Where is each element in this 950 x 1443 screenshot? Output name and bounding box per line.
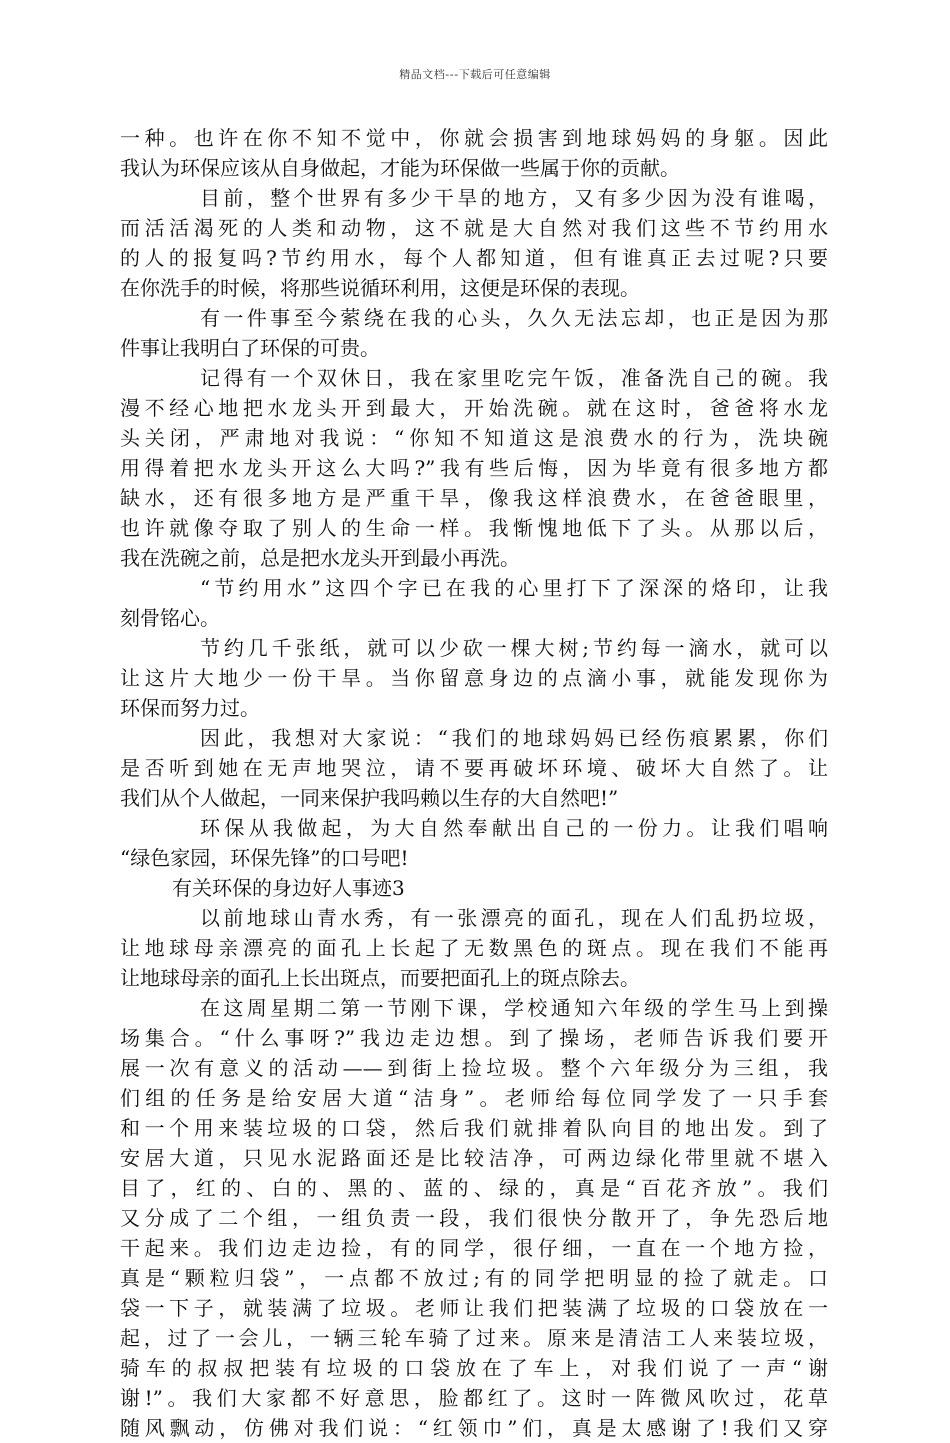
text-line: 让这片大地少一份干旱。当你留意身边的点滴小事，就能发现你为 (120, 666, 828, 690)
text-line: 目了，红的、白的、黑的、蓝的、绿的，真是“百花齐放”。我们 (120, 1176, 828, 1200)
text-line: 有一件事至今萦绕在我的心头，久久无法忘却，也正是因为那 (200, 306, 828, 330)
text-line: 又分成了二个组，一组负责一段，我们很快分散开了，争先恐后地 (120, 1206, 828, 1230)
text-line: 的人的报复吗?节约用水，每个人都知道，但有谁真正去过呢?只要 (120, 246, 828, 270)
text-line: 在这周星期二第一节刚下课，学校通知六年级的学生马上到操 (200, 996, 828, 1020)
text-line: “绿色家园，环保先锋”的口号吧! (120, 846, 409, 870)
text-line: 随风飘动，仿佛对我们说：“红领巾”们，真是太感谢了!我们又穿 (120, 1416, 828, 1440)
text-line: 而活活渴死的人类和动物，这不就是大自然对我们这些不节约用水 (120, 216, 828, 240)
text-line: 件事让我明白了环保的可贵。 (120, 336, 380, 360)
text-line: 们组的任务是给安居大道“洁身”。老师给每位同学发了一只手套 (120, 1086, 828, 1110)
text-line: 一种。也许在你不知不觉中，你就会损害到地球妈妈的身躯。因此 (120, 126, 828, 150)
text-line: 袋一下子，就装满了垃圾。老师让我们把装满了垃圾的口袋放在一 (120, 1296, 828, 1320)
text-line: 环保从我做起，为大自然奉献出自己的一份力。让我们唱响 (200, 816, 828, 840)
text-line: 目前，整个世界有多少干旱的地方，又有多少因为没有谁喝， (200, 186, 828, 210)
text-line: 在你洗手的时候，将那些说循环利用，这便是环保的表现。 (120, 276, 640, 300)
text-line: 缺水，还有很多地方是严重干旱，像我这样浪费水，在爸爸眼里， (120, 486, 828, 510)
text-line: 有关环保的身边好人事迹3 (172, 876, 405, 900)
text-line: 真是“颗粒归袋”，一点都不放过;有的同学把明显的捡了就走。口 (120, 1266, 828, 1290)
text-line: 谢!”。我们大家都不好意思，脸都红了。这时一阵微风吹过，花草 (120, 1386, 828, 1410)
text-line: 环保而努力过。 (120, 696, 260, 720)
text-line: 用得着把水龙头开这么大吗?”我有些后悔，因为毕竟有很多地方都 (120, 456, 828, 480)
text-line: 以前地球山青水秀，有一张漂亮的面孔，现在人们乱扔垃圾， (200, 906, 828, 930)
document-body (120, 123, 828, 1443)
text-line: 和一个用来装垃圾的口袋，然后我们就排着队向目的地出发。到了 (120, 1116, 828, 1140)
text-line: 安居大道，只见水泥路面还是比较洁净，可两边绿化带里就不堪入 (120, 1146, 828, 1170)
text-line: 让地球母亲的面孔上长出斑点，而要把面孔上的斑点除去。 (120, 966, 640, 990)
text-line: 节约几千张纸，就可以少砍一棵大树;节约每一滴水，就可以 (200, 636, 828, 660)
text-line: “节约用水”这四个字已在我的心里打下了深深的烙印，让我 (200, 576, 828, 600)
text-line: 展一次有意义的活动——到街上捡垃圾。整个六年级分为三组，我 (120, 1056, 828, 1080)
text-line: 头关闭，严肃地对我说：“你知不知道这是浪费水的行为，洗块碗 (120, 426, 828, 450)
text-line: 起，过了一会儿，一辆三轮车骑了过来。原来是清洁工人来装垃圾， (120, 1326, 828, 1350)
text-line: 骑车的叔叔把装有垃圾的口袋放在了车上，对我们说了一声“谢 (120, 1356, 828, 1380)
text-line: 也许就像夺取了别人的生命一样。我惭愧地低下了头。从那以后， (120, 516, 828, 540)
text-line: 记得有一个双休日，我在家里吃完午饭，准备洗自己的碗。我 (200, 366, 828, 390)
text-line: 因此，我想对大家说：“我们的地球妈妈已经伤痕累累，你们 (200, 726, 828, 750)
text-line: 我在洗碗之前，总是把水龙头开到最小再洗。 (120, 546, 520, 570)
page-header: 精品文档---下载后可任意编辑 (399, 68, 551, 81)
text-line: 让地球母亲漂亮的面孔上长起了无数黑色的斑点。现在我们不能再 (120, 936, 828, 960)
text-line: 是否听到她在无声地哭泣，请不要再破坏环境、破坏大自然了。让 (120, 756, 828, 780)
text-line: 干起来。我们边走边捡，有的同学，很仔细，一直在一个地方捡， (120, 1236, 828, 1260)
text-line: 我们从个人做起，一同来保护我吗赖以生存的大自然吧!” (120, 786, 619, 810)
text-line: 我认为环保应该从自身做起，才能为环保做一些属于你的贡献。 (120, 156, 680, 180)
text-line: 刻骨铭心。 (120, 606, 220, 630)
text-line: 场集合。“什么事呀?”我边走边想。到了操场，老师告诉我们要开 (120, 1026, 828, 1050)
text-line: 漫不经心地把水龙头开到最大，开始洗碗。就在这时，爸爸将水龙 (120, 396, 828, 420)
